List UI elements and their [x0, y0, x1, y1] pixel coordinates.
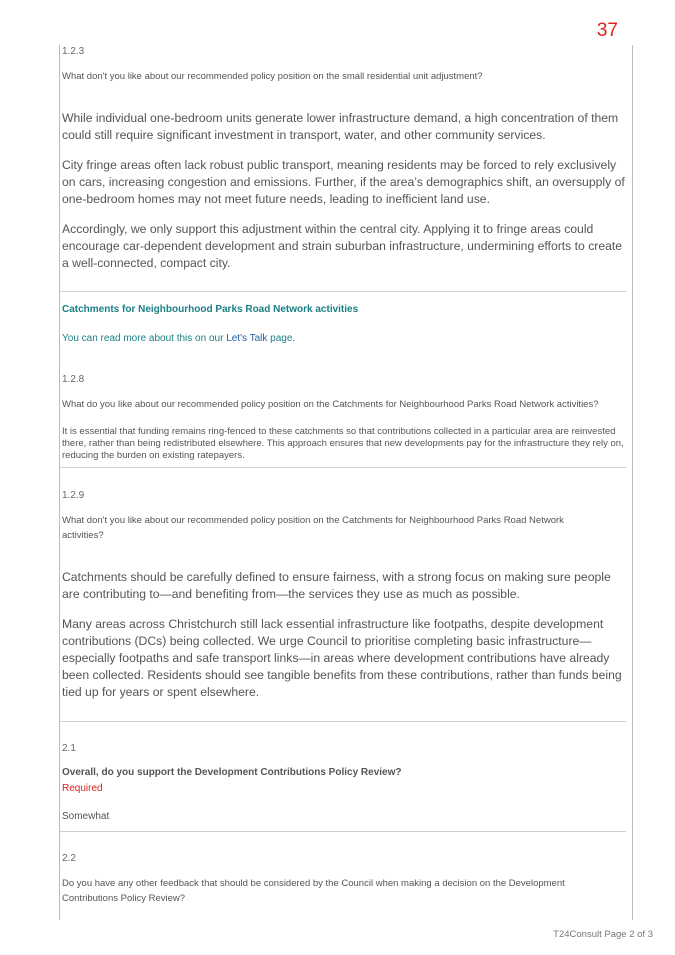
- lets-talk-link[interactable]: Let's Talk: [226, 333, 268, 344]
- answer-1-2-8: It is essential that funding remains ring-fenced to these catchments so that contributions collected in a particular area are reinvested there, rather than being redistributed elsewhere. This approach ensures that new developments pay for the infrastructure they rely on, reducing the burden on existing ratepayers.: [62, 426, 624, 461]
- info-suffix: page.: [267, 333, 296, 344]
- answer-1-2-9-para-2: Many areas across Christchurch still lack essential infrastructure like footpaths, despite development contributions (DCs) being collected. We urge Council to prioritise completing basic infrastructure—especially footpaths and safe transport links—in areas where development contributions have already been collected. Residents should see tangible benefits from these contributions, rather than funds being tied up for years or spent elsewhere.: [62, 617, 622, 699]
- answer-1-2-3-para-2: City fringe areas often lack robust public transport, meaning residents may be forced to rely exclusively on cars, increasing congestion and emissions. Further, if the area’s demographics shift, an oversupply of one-bedroom homes may not meet future needs, leading to inefficient land use.: [62, 158, 625, 206]
- question-text-1-2-3: What don't you like about our recommended policy position on the small residential unit adjustment?: [62, 71, 483, 82]
- answer-1-2-3-para-3: Accordingly, we only support this adjustment within the central city. Applying it to fringe areas could encourage car-dependent development and strain suburban infrastructure, undermining efforts to create a well-connected, compact city.: [62, 222, 623, 270]
- page-footer: T24Consult Page 2 of 3: [553, 929, 653, 940]
- divider: [60, 721, 626, 722]
- info-prefix: You can read more about this on our: [62, 333, 227, 344]
- answer-1-2-9-para-1: Catchments should be carefully defined to ensure fairness, with a strong focus on making sure people are contributing to—and benefiting from—the services they use as much as possible.: [62, 570, 611, 601]
- divider: [60, 291, 626, 292]
- required-indicator: Required: [62, 783, 103, 794]
- question-number-2-2: 2.2: [62, 853, 76, 864]
- divider: [60, 831, 626, 832]
- info-line: [62, 333, 628, 344]
- question-number-2-1: 2.1: [62, 743, 76, 754]
- question-number-1-2-8: 1.2.8: [62, 374, 85, 385]
- page-number: 37: [596, 20, 618, 41]
- question-text-2-1: Overall, do you support the Development Contributions Policy Review?: [62, 767, 402, 778]
- question-number-1-2-3: 1.2.3: [62, 46, 85, 57]
- answer-1-2-3-para-1: While individual one-bedroom units generate lower infrastructure demand, a high concentration of them could still require significant investment in transport, water, and other community services.: [62, 111, 619, 142]
- question-number-1-2-9: 1.2.9: [62, 490, 85, 501]
- question-text-2-2: Do you have any other feedback that should be considered by the Council when making a decision on the Development Contributions Policy Review?: [62, 878, 565, 904]
- divider: [60, 467, 626, 468]
- section-title-catchments: Catchments for Neighbourhood Parks Road Network activities: [62, 304, 359, 315]
- question-text-1-2-9: What don't you like about our recommended policy position on the Catchments for Neighbourhood Parks Road Network activities?: [62, 515, 564, 541]
- question-text-1-2-8: What do you like about our recommended policy position on the Catchments for Neighbourhood Parks Road Network activities?: [62, 399, 599, 410]
- answer-2-1: Somewhat: [62, 811, 110, 822]
